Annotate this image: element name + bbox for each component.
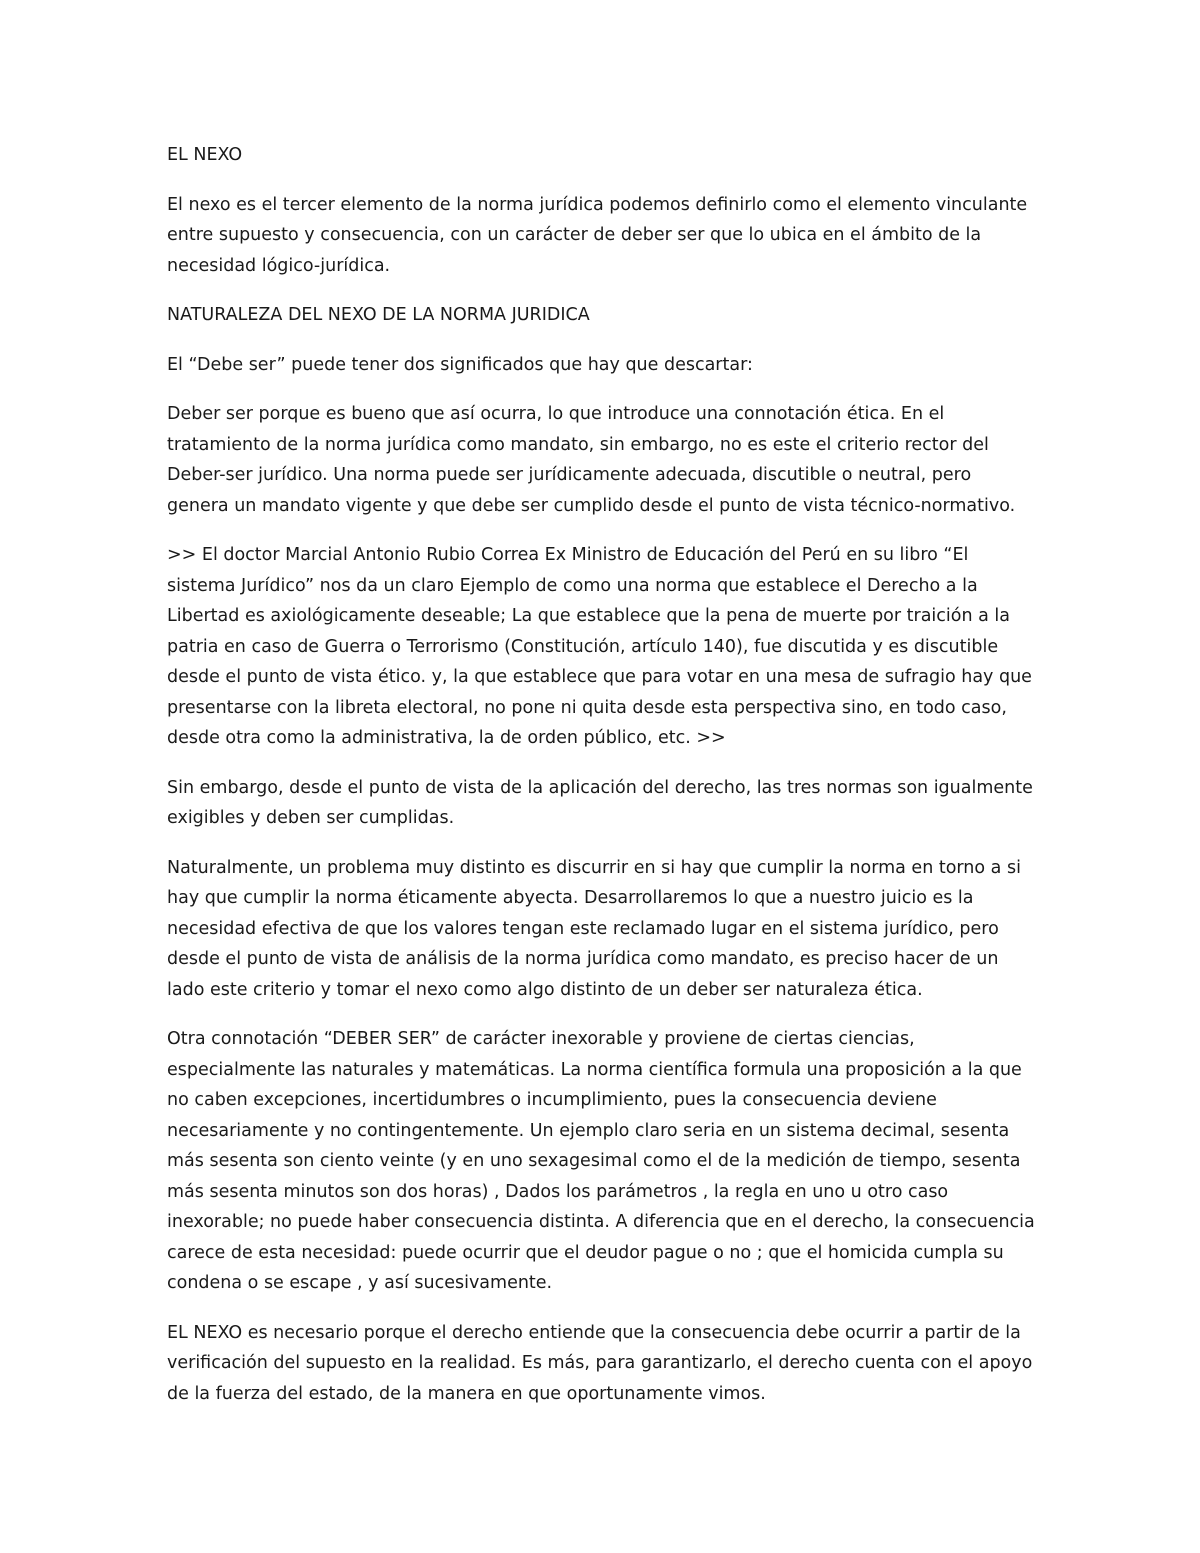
paragraph-el-nexo-necesario: EL NEXO es necesario porque el derecho entiende que la consecuencia debe ocurrir a partir de la verificación del supuesto en la realidad. Es más, para garantizarlo, el derecho cuenta con el apoyo de la fuerza del estado, de la manera en que oportunamente vimos.: [167, 1322, 1033, 1404]
paragraph-debe-ser: El “Debe ser” puede tener dos significados que hay que descartar:: [167, 354, 753, 375]
paragraph-otra-connotacion: Otra connotación “DEBER SER” de carácter inexorable y proviene de ciertas ciencias, especialmente las naturales y matemáticas. La norma científica formula una proposición a la que no caben excepciones, incertidumbres o incumplimiento, pues la consecuencia deviene necesariamente y no contingentemente. Un ejemplo claro seria en un sistema decimal, sesenta más sesenta son ciento veinte (y en uno sexagesimal como el de la medición de tiempo, sesenta más sesenta minutos son dos horas) , Dados los parámetros , la regla en uno u otro caso inexorable; no puede haber consecuencia distinta. A diferencia que en el derecho, la consecuencia carece de esta necesidad: puede ocurrir que el deudor pague o no ; que el homicida cumpla su condena o se escape , y así sucesivamente.: [167, 1029, 1035, 1293]
paragraph-sin-embargo: Sin embargo, desde el punto de vista de la aplicación del derecho, las tres normas son igualmente exigibles y deben ser cumplidas.: [167, 777, 1033, 828]
document-body: [167, 140, 1037, 1428]
paragraph-naturalmente: Naturalmente, un problema muy distinto es discurrir en si hay que cumplir la norma en torno a si hay que cumplir la norma éticamente abyecta. Desarrollaremos lo que a nuestro juicio es la necesidad efectiva de que los valores tengan este reclamado lugar en el sistema jurídico, pero desde el punto de vista de análisis de la norma jurídica como mandato, es preciso hacer de un lado este criterio y tomar el nexo como algo distinto de un deber ser naturaleza ética.: [167, 857, 1021, 1000]
paragraph-rubio-correa: >> El doctor Marcial Antonio Rubio Correa Ex Ministro de Educación del Perú en su libro “El sistema Jurídico” nos da un claro Ejemplo de como una norma que establece el Derecho a la Libertad es axiológicamente deseable; La que establece que la pena de muerte por traición a la patria en caso de Guerra o Terrorismo (Constitución, artículo 140), fue discutida y es discutible desde el punto de vista ético. y, la que establece que para votar en una mesa de sufragio hay que presentarse con la libreta electoral, no pone ni quita desde esta perspectiva sino, en todo caso, desde otra como la administrativa, la de orden público, etc. >>: [167, 545, 1032, 748]
paragraph-deber-ser-etico: Deber ser porque es bueno que así ocurra, lo que introduce una connotación ética. En el tratamiento de la norma jurídica como mandato, sin embargo, no es este el criterio rector del Deber-ser jurídico. Una norma puede ser jurídicamente adecuada, discutible o neutral, pero genera un mandato vigente y que debe ser cumplido desde el punto de vista técnico-normativo.: [167, 404, 1016, 516]
section-heading: NATURALEZA DEL NEXO DE LA NORMA JURIDICA: [167, 305, 590, 325]
document-title: EL NEXO: [167, 145, 243, 165]
paragraph-definition: El nexo es el tercer elemento de la norma jurídica podemos definirlo como el elemento vinculante entre supuesto y consecuencia, con un carácter de deber ser que lo ubica en el ámbito de la necesidad lógico-jurídica.: [167, 194, 1028, 276]
